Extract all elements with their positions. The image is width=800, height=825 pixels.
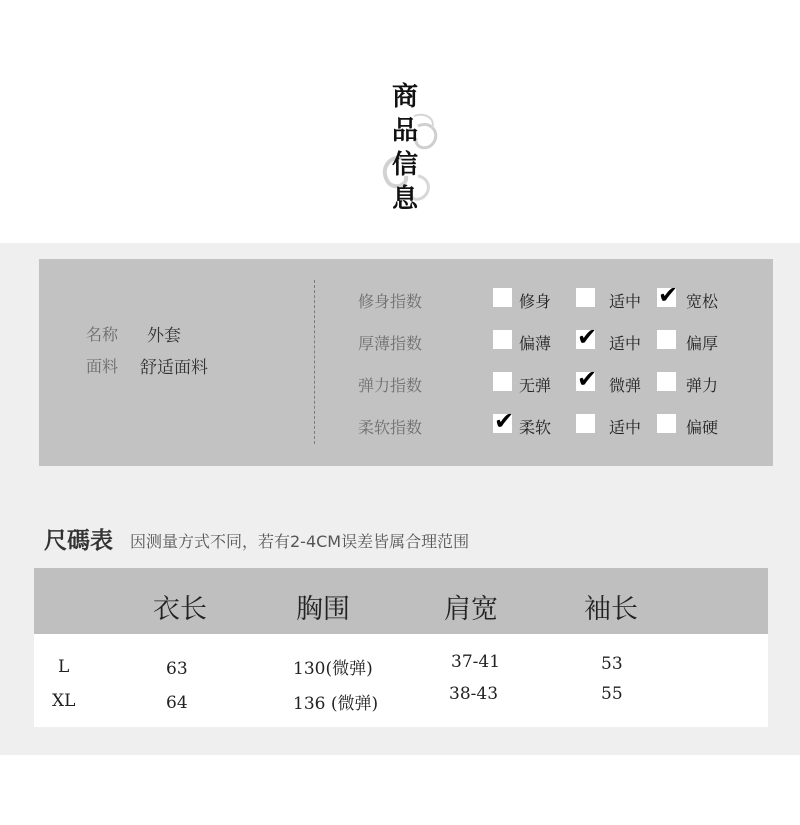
row-size-l: L [58, 657, 70, 677]
rating-option-label: 无弹 [519, 376, 552, 395]
title-char-4: 息 [391, 184, 418, 214]
cell-xl-sleeve: 55 [601, 684, 623, 704]
rating-checkbox [493, 330, 512, 349]
fabric-value: 舒适面料 [140, 358, 208, 378]
rating-checkbox [493, 372, 512, 391]
rating-option-label: 微弹 [609, 376, 642, 395]
cell-xl-chest: 136 (微弹) [293, 694, 379, 714]
cell-xl-length: 64 [166, 693, 188, 713]
rating-option-label: 偏硬 [686, 418, 719, 437]
rating-option-label: 修身 [519, 292, 552, 311]
checkmark-icon: ✔ [577, 365, 598, 393]
name-value: 外套 [147, 326, 181, 346]
col-header-chest: 胸围 [296, 594, 350, 625]
rating-checkbox [576, 288, 595, 307]
name-label: 名称 [86, 325, 119, 344]
title-char-3: 信 [391, 150, 418, 180]
rating-option-label: 偏薄 [519, 334, 552, 353]
rating-checkbox [657, 330, 676, 349]
rating-option-label: 适中 [609, 292, 642, 311]
rating-option-label: 弹力 [686, 376, 719, 395]
col-header-shoulder: 肩宽 [444, 594, 498, 625]
rating-option-label: 柔软 [519, 418, 552, 437]
checkmark-icon: ✔ [494, 407, 515, 435]
title-char-1: 商 [391, 82, 418, 112]
rating-title: 弹力指数 [358, 376, 423, 395]
fabric-label: 面料 [86, 357, 119, 376]
rating-checkbox [576, 414, 595, 433]
size-chart-title: 尺碼表 [44, 528, 113, 554]
title-char-2: 品 [391, 116, 418, 146]
rating-checkbox [657, 414, 676, 433]
rating-option-label: 适中 [609, 334, 642, 353]
size-table-header [34, 568, 768, 634]
checkmark-icon: ✔ [658, 281, 679, 309]
rating-title: 修身指数 [358, 292, 423, 311]
rating-option-label: 适中 [609, 418, 642, 437]
checkmark-icon: ✔ [577, 323, 598, 351]
size-chart-note: 因测量方式不同，若有2-4CM误差皆属合理范围 [130, 532, 470, 551]
title-section [0, 0, 800, 243]
size-table-body [34, 634, 768, 727]
cell-l-length: 63 [166, 659, 188, 679]
cell-l-chest: 130(微弹) [293, 659, 373, 679]
row-size-xl: XL [52, 691, 76, 711]
rating-option-label: 宽松 [686, 292, 719, 311]
panel-divider [314, 280, 315, 444]
rating-checkbox [493, 288, 512, 307]
col-header-length: 衣长 [153, 594, 207, 625]
cell-xl-shoulder: 38-43 [449, 684, 499, 704]
col-header-sleeve: 袖长 [584, 594, 638, 625]
rating-checkbox [657, 372, 676, 391]
cell-l-sleeve: 53 [601, 654, 623, 674]
rating-option-label: 偏厚 [686, 334, 719, 353]
cell-l-shoulder: 37-41 [451, 652, 501, 672]
rating-title: 柔软指数 [358, 418, 423, 437]
rating-title: 厚薄指数 [358, 334, 423, 353]
